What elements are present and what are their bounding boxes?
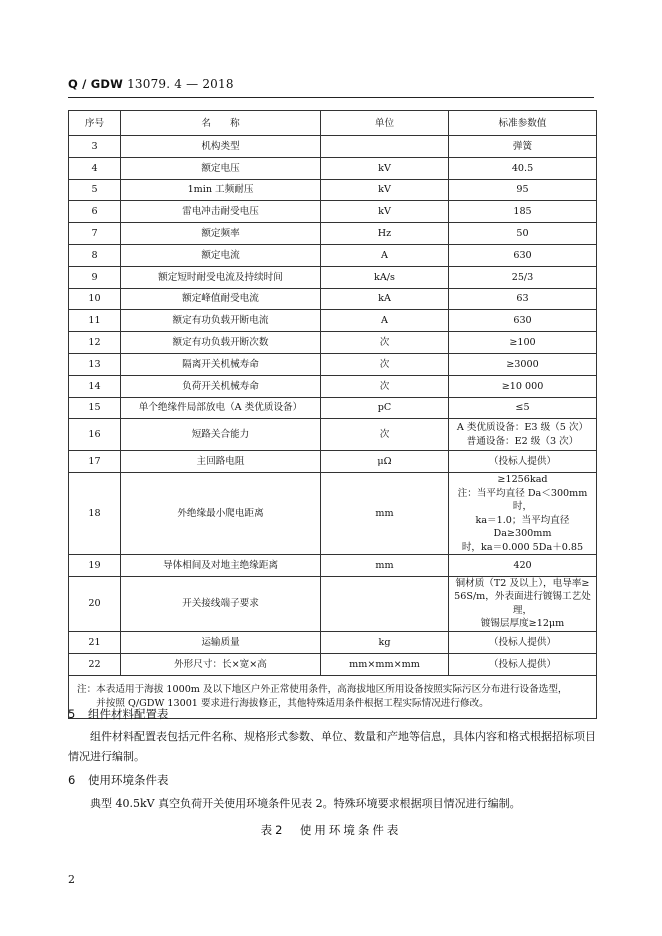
cell-no: 20 — [69, 576, 121, 631]
cell-value: 25/3 — [449, 266, 597, 288]
table-row — [69, 451, 597, 473]
table-row — [69, 310, 597, 332]
cell-name: 机构类型 — [121, 136, 321, 158]
cell-no: 15 — [69, 397, 121, 419]
cell-no: 11 — [69, 310, 121, 332]
table-row — [69, 332, 597, 354]
col-header-unit: 单位 — [321, 111, 449, 136]
cell-no: 9 — [69, 266, 121, 288]
document-header — [68, 77, 234, 91]
cell-unit: mm — [321, 555, 449, 577]
cell-value: 40.5 — [449, 157, 597, 179]
value-line: 普通设备：E2 级（3 次） — [466, 435, 579, 447]
cell-no: 12 — [69, 332, 121, 354]
cell-no: 13 — [69, 353, 121, 375]
cell-name: 雷电冲击耐受电压 — [121, 201, 321, 223]
section-title: 组件材料配置表 — [88, 707, 169, 721]
cell-value — [449, 576, 597, 631]
table-row — [69, 266, 597, 288]
cell-unit: 次 — [321, 419, 449, 451]
cell-value: ≥3000 — [449, 353, 597, 375]
table-row — [69, 179, 597, 201]
cell-no: 18 — [69, 473, 121, 555]
cell-name: 主回路电阻 — [121, 451, 321, 473]
cell-value — [449, 419, 597, 451]
cell-name: 运输质量 — [121, 631, 321, 653]
cell-name: 额定峰值耐受电流 — [121, 288, 321, 310]
note-line: 并按照 Q/GDW 13001 要求进行海拔修正，其他特殊适用条件根据工程实际情况进行修改。 — [77, 697, 489, 709]
standard-number: 13079. 4 — 2018 — [127, 77, 234, 91]
cell-value: ≥10 000 — [449, 375, 597, 397]
cell-name: 导体相间及对地主绝缘距离 — [121, 555, 321, 577]
section-6-heading — [68, 772, 169, 788]
cell-unit — [321, 576, 449, 631]
cell-name: 隔离开关机械寿命 — [121, 353, 321, 375]
cell-unit: 次 — [321, 353, 449, 375]
table-row — [69, 576, 597, 631]
cell-value: 630 — [449, 244, 597, 266]
cell-value: ≤5 — [449, 397, 597, 419]
cell-value: （投标人提供） — [449, 451, 597, 473]
cell-no: 14 — [69, 375, 121, 397]
cell-no: 21 — [69, 631, 121, 653]
table-row — [69, 201, 597, 223]
col-header-name: 名 称 — [121, 111, 321, 136]
cell-name: 外绝缘最小爬电距离 — [121, 473, 321, 555]
cell-unit: A — [321, 244, 449, 266]
cell-unit: kV — [321, 179, 449, 201]
cell-value: 弹簧 — [449, 136, 597, 158]
page-number: 2 — [68, 873, 75, 886]
parameter-table — [68, 110, 597, 719]
cell-unit: A — [321, 310, 449, 332]
cell-value: 50 — [449, 223, 597, 245]
table-row — [69, 288, 597, 310]
cell-value: 420 — [449, 555, 597, 577]
cell-unit: 次 — [321, 332, 449, 354]
section-title: 使用环境条件表 — [88, 773, 169, 787]
table-row — [69, 223, 597, 245]
table-header-row — [69, 111, 597, 136]
cell-value: 185 — [449, 201, 597, 223]
section-5-heading — [68, 706, 169, 722]
cell-name: 额定电压 — [121, 157, 321, 179]
cell-value: 95 — [449, 179, 597, 201]
cell-value — [449, 473, 597, 555]
value-line: 时，ka＝0.000 5Da＋0.85 — [461, 541, 584, 553]
cell-no: 16 — [69, 419, 121, 451]
cell-unit: kA/s — [321, 266, 449, 288]
cell-name: 额定有功负载开断电流 — [121, 310, 321, 332]
section-5-body: 组件材料配置表包括元件名称、规格形式参数、单位、数量和产地等信息，具体内容和格式根据招标项目情况进行编制。 — [68, 730, 596, 763]
cell-value: （投标人提供） — [449, 653, 597, 675]
table-row — [69, 136, 597, 158]
table-row — [69, 397, 597, 419]
cell-unit: kV — [321, 201, 449, 223]
table-row — [69, 555, 597, 577]
cell-no: 19 — [69, 555, 121, 577]
cell-unit — [321, 136, 449, 158]
col-header-value: 标准参数值 — [449, 111, 597, 136]
cell-unit: kg — [321, 631, 449, 653]
value-line: 56S/m，外表面进行镀锡工艺处理， — [454, 591, 591, 616]
section-number: 6 — [68, 773, 76, 787]
table-row — [69, 353, 597, 375]
cell-unit: kV — [321, 157, 449, 179]
cell-value: （投标人提供） — [449, 631, 597, 653]
cell-value: ≥100 — [449, 332, 597, 354]
table-row — [69, 473, 597, 555]
cell-unit: Hz — [321, 223, 449, 245]
note-line: 注：本表适用于海拔 1000m 及以下地区户外正常使用条件，高海拔地区所用设备按照实际污区分布进行设备选型， — [77, 684, 568, 696]
value-line: A 类优质设备：E3 级（5 次） — [456, 422, 589, 434]
cell-no: 22 — [69, 653, 121, 675]
cell-no: 7 — [69, 223, 121, 245]
table-2-caption: 表2 使用环境条件表 — [260, 823, 402, 837]
cell-name: 短路关合能力 — [121, 419, 321, 451]
cell-no: 17 — [69, 451, 121, 473]
cell-name: 开关接线端子要求 — [121, 576, 321, 631]
header-rule — [68, 97, 594, 98]
cell-name: 额定有功负载开断次数 — [121, 332, 321, 354]
table-row — [69, 419, 597, 451]
cell-name: 额定短时耐受电流及持续时间 — [121, 266, 321, 288]
cell-no: 8 — [69, 244, 121, 266]
table-row — [69, 375, 597, 397]
cell-name: 1min 工频耐压 — [121, 179, 321, 201]
value-line: 铜材质（T2 及以上），电导率≥ — [455, 577, 590, 589]
cell-name: 额定电流 — [121, 244, 321, 266]
cell-unit: mm×mm×mm — [321, 653, 449, 675]
value-line: 镀锡层厚度≥12μm — [480, 618, 565, 630]
cell-unit: pC — [321, 397, 449, 419]
table-row — [69, 631, 597, 653]
table-row — [69, 157, 597, 179]
cell-no: 6 — [69, 201, 121, 223]
table-row — [69, 653, 597, 675]
section-6-body: 典型 40.5kV 真空负荷开关使用环境条件见表 2。特殊环境要求根据项目情况进行编制。 — [90, 797, 521, 810]
cell-name: 负荷开关机械寿命 — [121, 375, 321, 397]
section-number: 5 — [68, 707, 76, 721]
cell-name: 单个绝缘件局部放电（A 类优质设备） — [121, 397, 321, 419]
col-header-no: 序号 — [69, 111, 121, 136]
cell-value: 63 — [449, 288, 597, 310]
cell-no: 3 — [69, 136, 121, 158]
cell-value: 630 — [449, 310, 597, 332]
cell-no: 4 — [69, 157, 121, 179]
value-line: ≥1256kad — [497, 474, 548, 486]
cell-unit: kA — [321, 288, 449, 310]
standard-code: Q / GDW — [68, 77, 124, 91]
cell-name: 额定频率 — [121, 223, 321, 245]
value-line: ka＝1.0；当平均直径 Da≥300mm — [475, 514, 570, 540]
cell-name: 外形尺寸：长×宽×高 — [121, 653, 321, 675]
cell-unit: μΩ — [321, 451, 449, 473]
cell-unit: 次 — [321, 375, 449, 397]
cell-no: 10 — [69, 288, 121, 310]
cell-no: 5 — [69, 179, 121, 201]
value-line: 注：当平均直径 Da＜300mm 时， — [457, 487, 588, 513]
cell-unit: mm — [321, 473, 449, 555]
table-row — [69, 244, 597, 266]
